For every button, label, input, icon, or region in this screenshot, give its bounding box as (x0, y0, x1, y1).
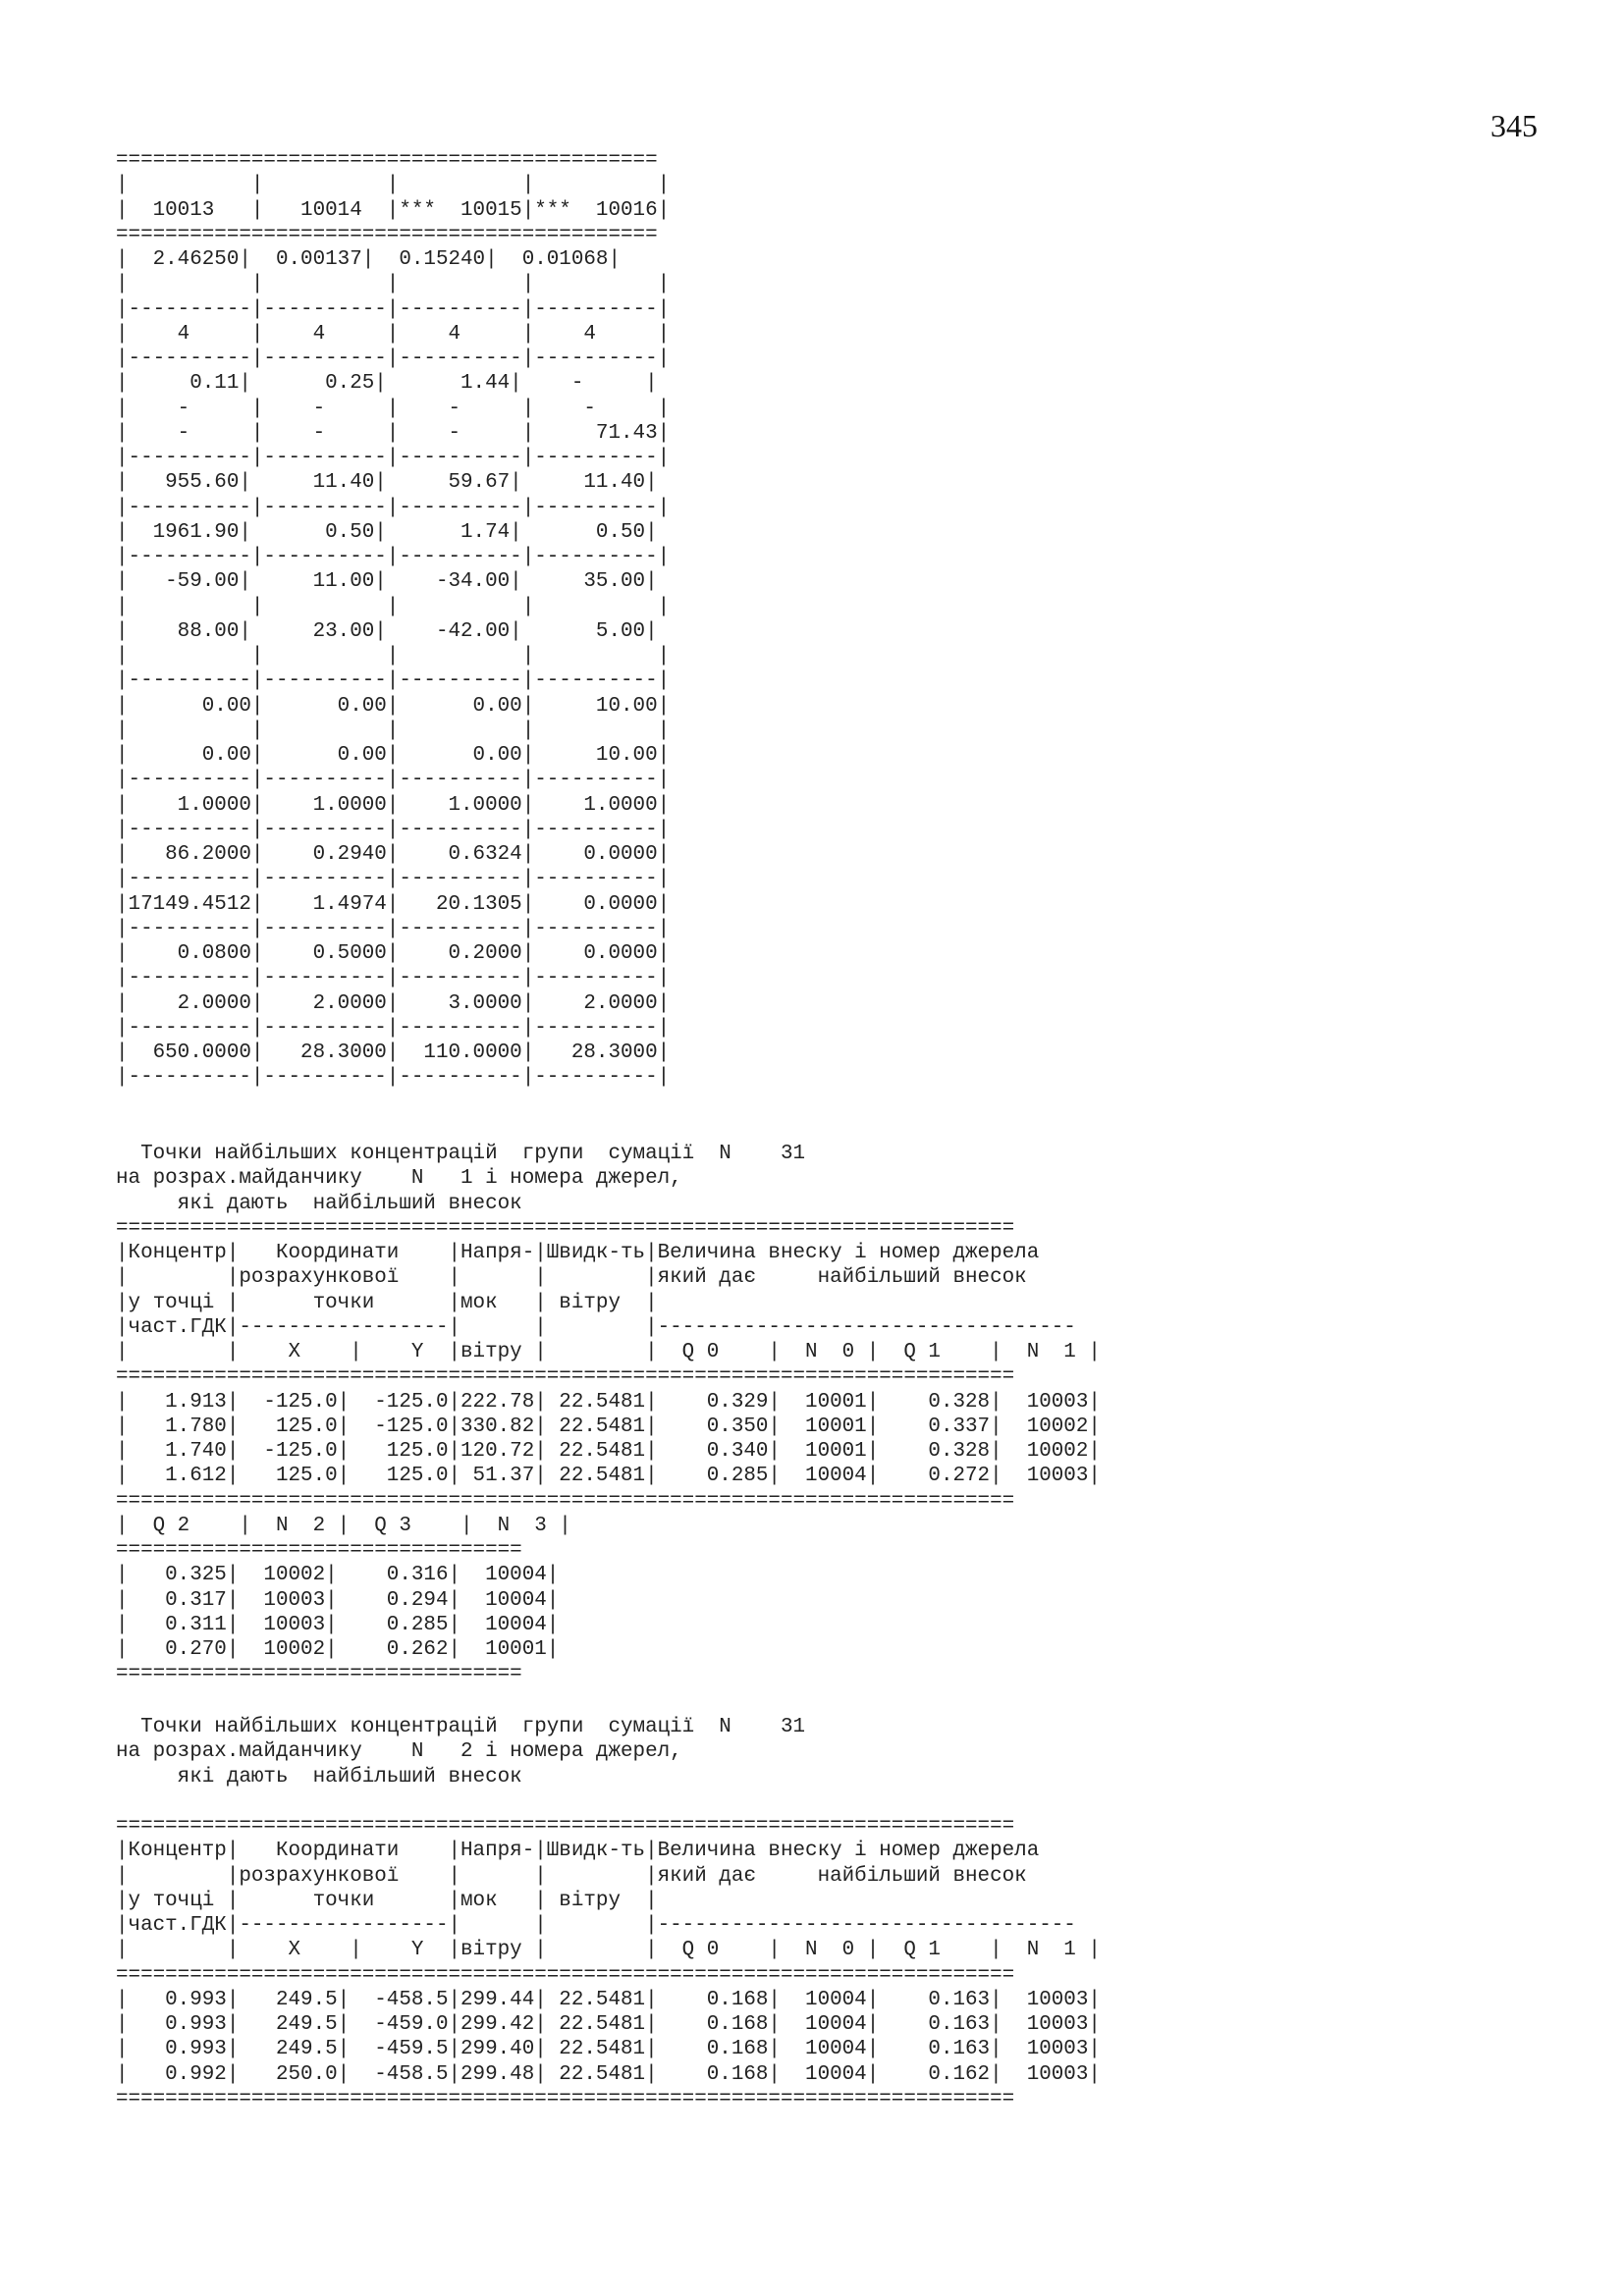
max-concentration-points-site-2: Точки найбільших концентрацій групи сумації N 31 на розрах.майданчику N 2 і номера джерел, які дають найбільший внесок ========================================================================= |Концентр| Координати |Напря-|Швидк-ть|Величина внеску і номер джерела | |розрахункової | | |який дає найбільший внесок |у точці | точки |мок | вітру | |част.ГДК|-----------------| | |---------------------------------- | | X | Y |вітру | | Q 0 | N 0 | Q 1 | N 1 | ========================================================================= | 0.993| 249.5| -458.5|299.44| 22.5481| 0.168| 10004| 0.163| 10003| | 0.993| 249.5| -459.0|299.42| 22.5481| 0.168| 10004| 0.163| 10003| | 0.993| 249.5| -459.5|299.40| 22.5481| 0.168| 10004| 0.163| 10003| | 0.992| 250.0| -458.5|299.48| 22.5481| 0.168| 10004| 0.162| 10003| ========================================================================= (116, 1716, 1101, 2110)
max-concentration-points-site-1: Точки найбільших концентрацій групи сумації N 31 на розрах.майданчику N 1 і номера джерел, які дають найбільший внесок ========================================================================= |Концентр| Координати |Напря-|Швидк-ть|Величина внеску і номер джерела | |розрахункової | | |який дає найбільший внесок |у точці | точки |мок | вітру | |част.ГДК|-----------------| | |---------------------------------- | | X | Y |вітру | | Q 0 | N 0 | Q 1 | N 1 | ========================================================================= | 1.913| -125.0| -125.0|222.78| 22.5481| 0.329| 10001| 0.328| 10003| | 1.780| 125.0| -125.0|330.82| 22.5481| 0.350| 10001| 0.337| 10002| | 1.740| -125.0| 125.0|120.72| 22.5481| 0.340| 10001| 0.328| 10002| | 1.612| 125.0| 125.0| 51.37| 22.5481| 0.285| 10004| 0.272| 10003| ========================================================================= | Q 2 | N 2 | Q 3 | N 3 | ================================= | 0.325| 10002| 0.316| 10004| | 0.317| 10003| 0.294| 10004| | 0.311| 10003| 0.285| 10004| | 0.270| 10002| 0.262| 10001| ================================= (116, 1143, 1101, 1686)
source-parameters-table: ============================================ | | | | | | 10013 | 10014 |*** 10015|*** 10016| ============================================ | 2.46250| 0.00137| 0.15240| 0.01068| | | | | | |----------|----------|----------|----------| | 4 | 4 | 4 | 4 | |----------|----------|----------|----------| | 0.11| 0.25| 1.44| - | | - | - | - | - | | - | - | - | 71.43| |----------|----------|----------|----------| | 955.60| 11.40| 59.67| 11.40| |----------|----------|----------|----------| | 1961.90| 0.50| 1.74| 0.50| |----------|----------|----------|----------| | -59.00| 11.00| -34.00| 35.00| | | | | | | 88.00| 23.00| -42.00| 5.00| | | | | | |----------|----------|----------|----------| | 0.00| 0.00| 0.00| 10.00| | | | | | | 0.00| 0.00| 0.00| 10.00| |----------|----------|----------|----------| | 1.0000| 1.0000| 1.0000| 1.0000| |----------|----------|----------|----------| | 86.2000| 0.2940| 0.6324| 0.0000| |----------|----------|----------|----------| |17149.4512| 1.4974| 20.1305| 0.0000| |----------|----------|----------|----------| | 0.0800| 0.5000| 0.2000| 0.0000| |----------|----------|----------|----------| | 2.0000| 2.0000| 3.0000| 2.0000| |----------|----------|----------|----------| | 650.0000| 28.3000| 110.0000| 28.3000| |----------|----------|----------|----------| (116, 149, 671, 1090)
page-number: 345 (1490, 108, 1538, 143)
